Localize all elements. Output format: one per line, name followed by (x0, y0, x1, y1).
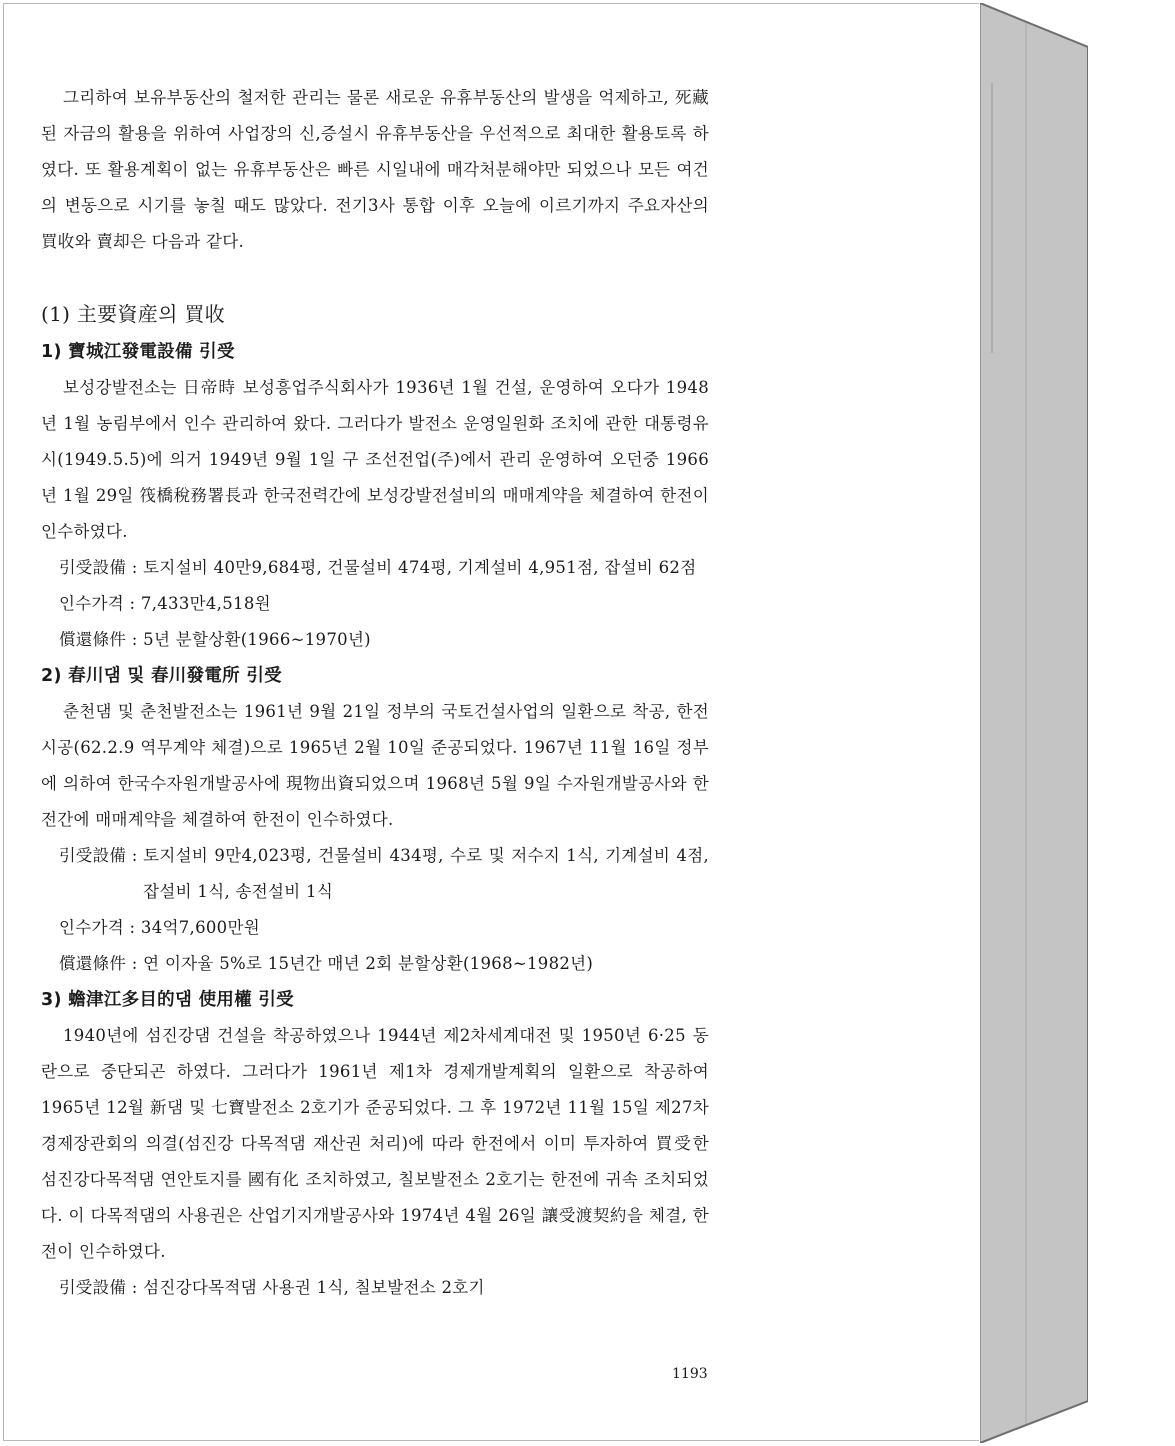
fact-row (59, 622, 709, 658)
subsection-title: 1) 寶城江發電設備 引受 (41, 342, 235, 362)
subsection-title: 3) 蟾津江多目的댐 使用權 引受 (41, 990, 294, 1010)
subsection-3 (41, 982, 709, 1306)
subsection-2 (41, 658, 709, 982)
fact-label: 引受設備 : (59, 1278, 144, 1297)
fact-row (59, 946, 709, 982)
fact-value: 토지설비 9만4,023평, 건물설비 434평, 수로 및 저수지 1식, 기계설비 4점, 잡설비 1식, 송전설비 1식 (143, 846, 709, 901)
fact-label: 引受設備 : (59, 558, 144, 577)
fact-value: 34억7,600만원 (140, 918, 260, 937)
fact-row (59, 586, 709, 622)
intro-paragraph: 그리하여 보유부동산의 철저한 관리는 물론 새로운 유휴부동산의 발생을 억제하고, 死藏된 자금의 활용을 위하여 사업장의 신,증설시 유휴부동산을 우선적으로 최대한 활용토록 하였다. 또 활용계획이 없는 유휴부동산은 빠른 시일내에 매각처분해야만 되었으나 모든 여건의 변동으로 시기를 놓칠 때도 많았다. 전기3사 통합 이후 오늘에 이르기까지 주요자산의 買收와 賣却은 다음과 같다. (41, 88, 709, 251)
subsection-title: 2) 春川댐 및 春川發電所 引受 (41, 666, 282, 686)
fact-row (59, 838, 709, 910)
subsection-1 (41, 334, 709, 658)
fact-label: 償還條件 : (59, 630, 144, 649)
fact-value: 연 이자율 5%로 15년간 매년 2회 분할상환(1968~1982년) (143, 954, 594, 973)
fact-value: 토지설비 40만9,684평, 건물설비 474평, 기계설비 4,951점, 잡설비 62점 (143, 558, 697, 577)
fact-label: 인수가격 : (59, 594, 141, 613)
fact-label: 引受設備 : (59, 846, 144, 865)
section-title: (1) 主要資産의 買收 (41, 302, 225, 326)
fact-row (59, 550, 709, 586)
fact-row (59, 910, 709, 946)
fact-value: 7,433만4,518원 (140, 594, 271, 613)
book-edge-decoration (980, 3, 1088, 1443)
subsection-body: 1940년에 섬진강댐 건설을 착공하였으나 1944년 제2차세계대전 및 1950년 6·25 동란으로 중단되곤 하였다. 그러다가 1961년 제1차 경제개발계획의 일환으로 착공하여 1965년 12월 新댐 및 七寶발전소 2호기가 준공되었다. 그 후 1972년 11월 15일 제27차 경제장관회의 의결(섬진강 다목적댐 재산권 처리)에 따라 한전에서 이미 투자하여 買受한 섬진강다목적댐 연안토지를 國有化 조치하였고, 칠보발전소 2호기는 한전에 귀속 조치되었다. 이 다목적댐의 사용권은 산업기지개발공사와 1974년 4월 26일 讓受渡契約을 체결, 한전이 인수하였다. (41, 1026, 709, 1261)
page-number: 1193 (672, 1366, 708, 1382)
subsection-body: 보성강발전소는 日帝時 보성흥업주식회사가 1936년 1월 건설, 운영하여 오다가 1948년 1월 농림부에서 인수 관리하여 왔다. 그러다가 발전소 운영일원화 조치에 관한 대통령유시(1949.5.5)에 의거 1949년 9월 1일 구 조선전업(주)에서 관리 운영하여 오던중 1966년 1월 29일 筏橋稅務署長과 한국전력간에 보성강발전설비의 매매계약을 체결하여 한전이 인수하였다. (41, 378, 709, 541)
document-page (3, 3, 979, 1441)
fact-label: 償還條件 : (59, 954, 144, 973)
fact-value: 5년 분할상환(1966~1970년) (143, 630, 371, 649)
fact-value: 섬진강다목적댐 사용권 1식, 칠보발전소 2호기 (143, 1278, 485, 1297)
subsection-body: 춘천댐 및 춘천발전소는 1961년 9월 21일 정부의 국토건설사업의 일환으로 착공, 한전 시공(62.2.9 역무계약 체결)으로 1965년 2월 10일 준공되었다. 1967년 11월 16일 정부에 의하여 한국수자원개발공사에 現物出資되었으며 1968년 5월 9일 수자원개발공사와 한전간에 매매계약을 체결하여 한전이 인수하였다. (41, 702, 709, 829)
fact-label: 인수가격 : (59, 918, 141, 937)
page-content (41, 80, 709, 1306)
fact-row (59, 1270, 709, 1306)
